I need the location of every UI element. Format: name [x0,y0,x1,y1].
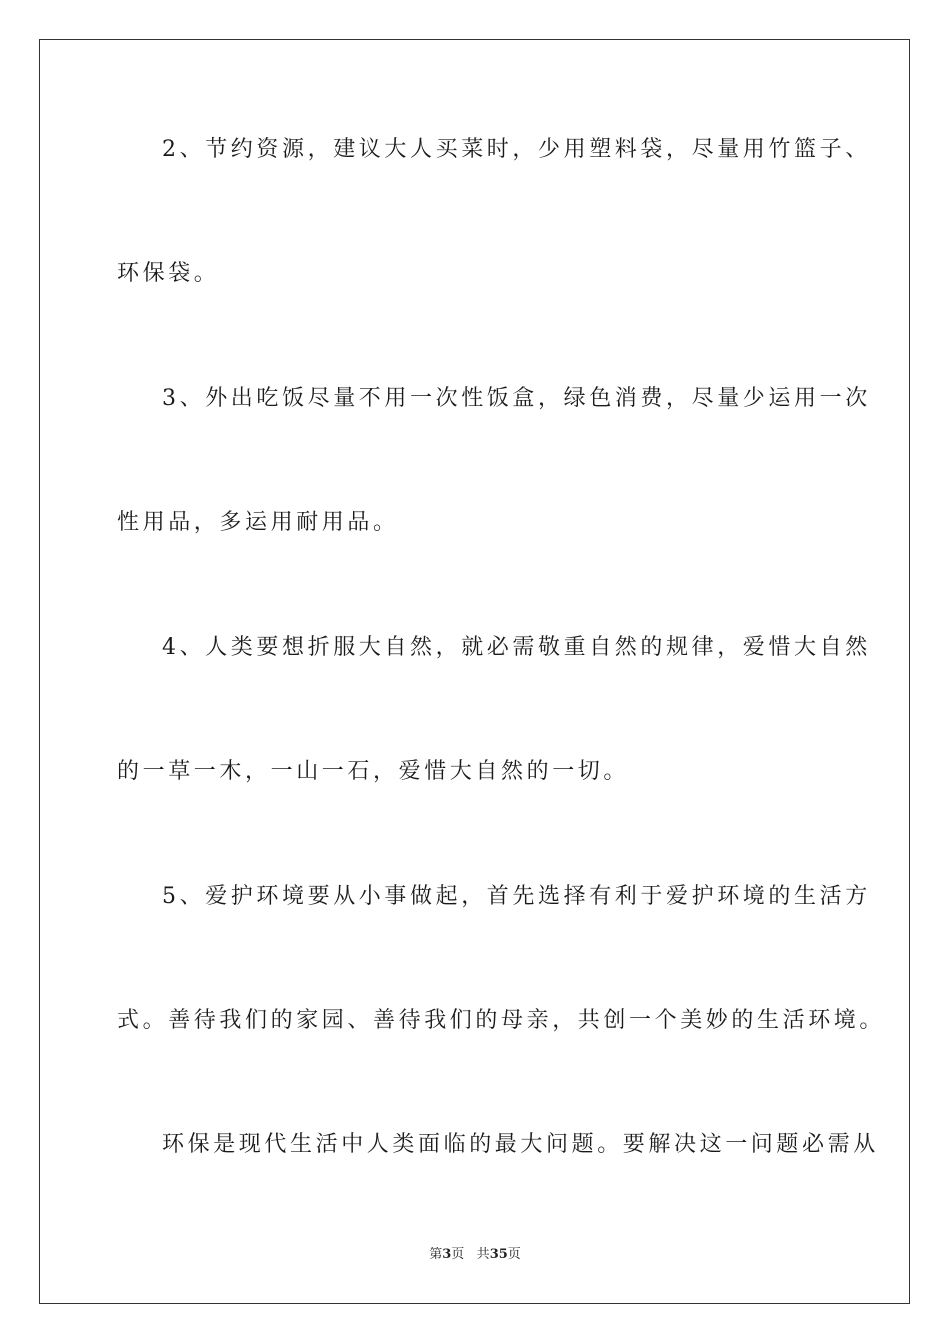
paragraph-line: 性用品，多运用耐用品。 [117,510,399,535]
paragraph-line: 式。善待我们的家园、善待我们的母亲，共创一个美妙的生活环境。 [117,1008,886,1033]
page-prefix: 第 [429,1247,443,1262]
total-prefix: 共 [476,1247,490,1262]
paragraph-line: 环保是现代生活中人类面临的最大问题。要解决这一问题必需从 [162,1132,879,1157]
total-pages: 35 [489,1247,508,1262]
page-number: 3 [442,1247,452,1262]
paragraph-line: 环保袋。 [117,261,220,286]
paragraph-line: 的一草一木，一山一石，爱惜大自然的一切。 [117,759,630,784]
page-footer [0,1246,950,1264]
page-border [39,39,910,1304]
paragraph-line: 4、人类要想折服大自然，就必需敬重自然的规律，爱惜大自然 [162,635,871,660]
page-suffix: 页 [451,1247,465,1262]
paragraph-line: 5、爱护环境要从小事做起，首先选择有利于爱护环境的生活方 [162,884,871,909]
paragraph-line: 2、节约资源，建议大人买菜时，少用塑料袋，尽量用竹篮子、 [162,137,871,162]
paragraph-line: 3、外出吃饭尽量不用一次性饭盒，绿色消费，尽量少运用一次 [162,386,871,411]
total-suffix: 页 [507,1247,521,1262]
